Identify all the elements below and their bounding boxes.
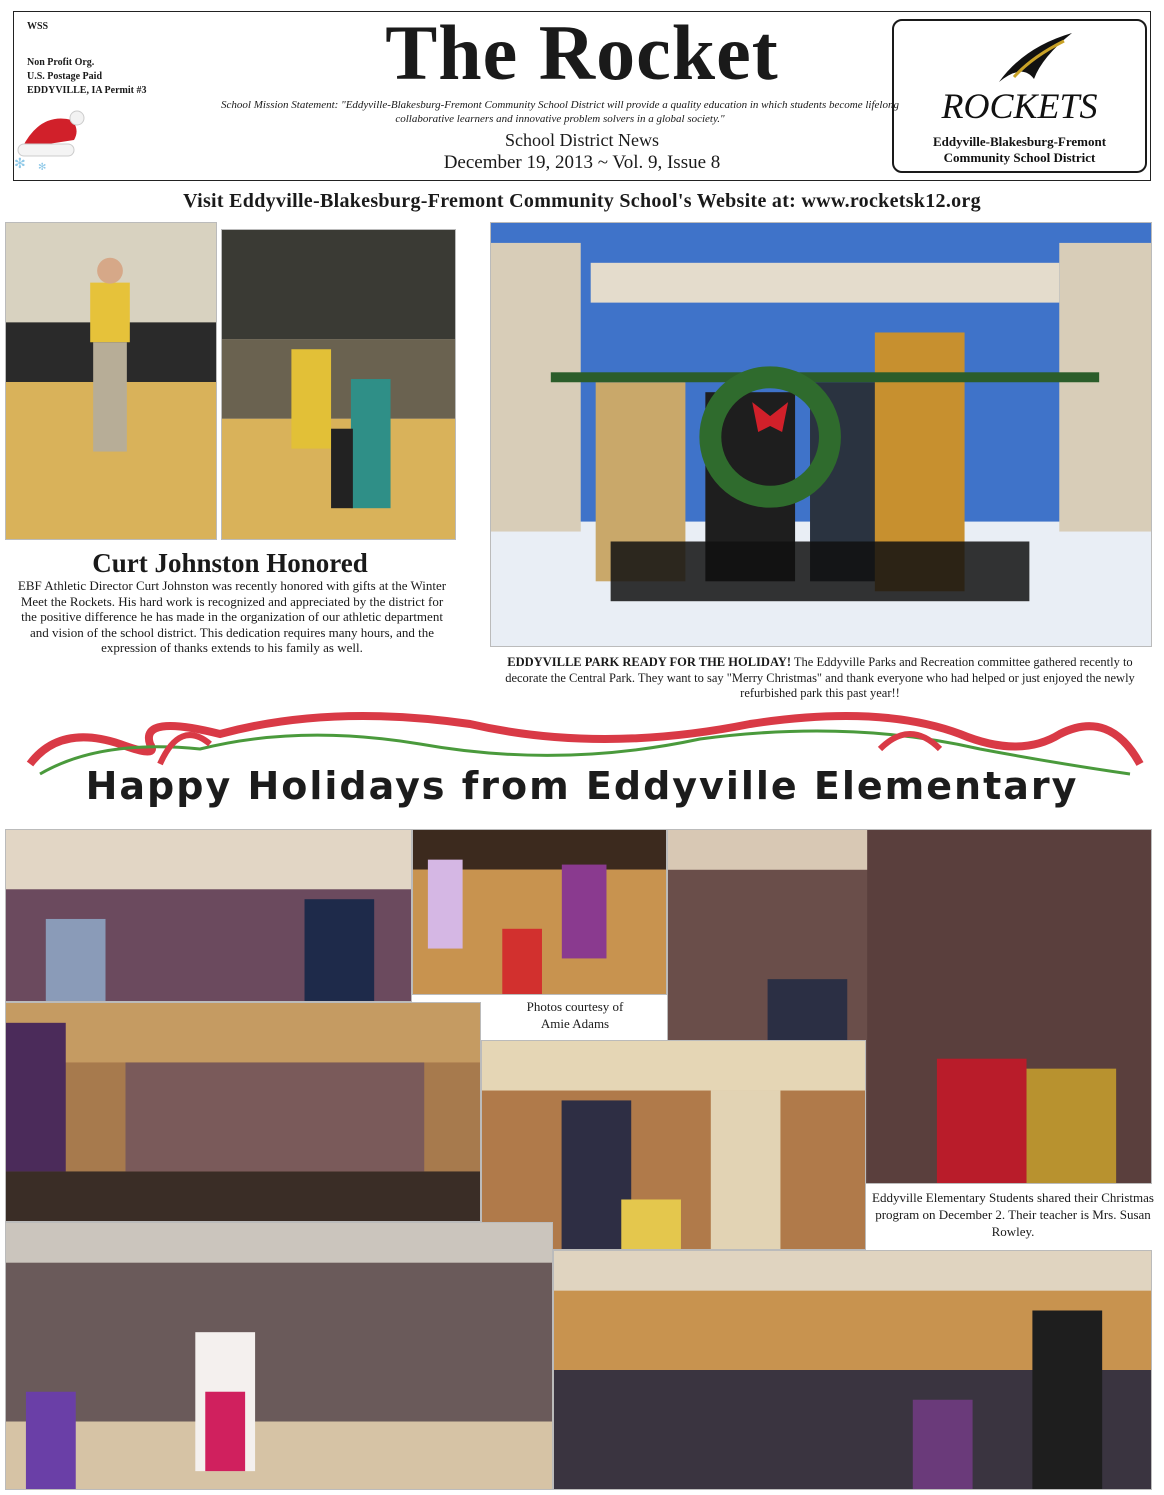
program-caption: Eddyville Elementary Students shared their Christmas program on December 2. Their teacher is Mrs. Susan Rowley. xyxy=(866,1185,1160,1244)
photo-gazebo-wreath xyxy=(490,222,1152,647)
issue-date-line: December 19, 2013 ~ Vol. 9, Issue 8 xyxy=(443,152,721,173)
svg-text:✻: ✻ xyxy=(14,156,26,170)
website-line: Visit Eddyville-Blakesburg-Fremont Community School's Website at: www.rocketsk12.org xyxy=(183,190,981,212)
photo-choir-1 xyxy=(5,829,412,1002)
curt-article-body: EBF Athletic Director Curt Johnston was recently honored with gifts at the Winter Meet the Rockets. His hard work is recognized and appreciated by the district for the positive difference he has made in the organization of our athletic department and vision of the school district. This dedication requires many hours, and the expression of thanks extends to his family as well. xyxy=(17,578,447,655)
rocket-swoosh-icon xyxy=(994,27,1074,87)
park-caption xyxy=(490,655,1150,702)
photo-credit-line-1: Photos courtesy of xyxy=(526,999,624,1014)
mailer-tag: WSS xyxy=(27,21,49,32)
photo-credit xyxy=(486,998,664,1032)
park-caption-body: The Eddyville Parks and Recreation committee gathered recently to decorate the Central Park. They want to say "Merry Christmas" and thank everyone who had helped or just enjoyed the newly refurbished park this past year!! xyxy=(505,655,1135,700)
logo-wordmark: ROCKETS xyxy=(941,86,1098,126)
svg-text:✻: ✻ xyxy=(38,162,47,170)
photo-choir-stage xyxy=(553,1250,1152,1490)
newspaper-title: The Rocket xyxy=(385,9,779,96)
photo-sunglasses-choir xyxy=(481,1040,866,1250)
logo-district-line-2: Community School District xyxy=(943,150,1096,165)
postage-line-3: EDDYVILLE, IA Permit #3 xyxy=(27,85,147,96)
logo-district-name xyxy=(894,134,1145,166)
park-caption-lead: EDDYVILLE PARK READY FOR THE HOLIDAY! xyxy=(507,655,792,669)
postage-line-2: U.S. Postage Paid xyxy=(27,71,102,82)
photo-teacher-directing xyxy=(412,829,667,995)
photo-curt-speaking xyxy=(5,222,217,540)
logo-district-line-1: Eddyville-Blakesburg-Fremont xyxy=(932,134,1107,149)
photo-choir-reading xyxy=(5,1222,553,1490)
curt-headline: Curt Johnston Honored xyxy=(92,548,368,578)
postage-line-1: Non Profit Org. xyxy=(27,57,95,68)
photo-credit-name: Amie Adams xyxy=(540,1016,610,1031)
photo-curt-family xyxy=(221,229,456,540)
photo-choir-riser xyxy=(5,1002,481,1222)
holiday-banner-title: Happy Holidays from Eddyville Elementary xyxy=(85,764,1079,808)
section-subtitle: School District News xyxy=(505,130,659,150)
rockets-logo xyxy=(892,19,1147,173)
mission-statement: School Mission Statement: "Eddyville-Blakesburg-Fremont Community School District will provide a quality education in which students become lifelong collaborative learners and innovative problem solvers in a global society." xyxy=(221,99,899,125)
